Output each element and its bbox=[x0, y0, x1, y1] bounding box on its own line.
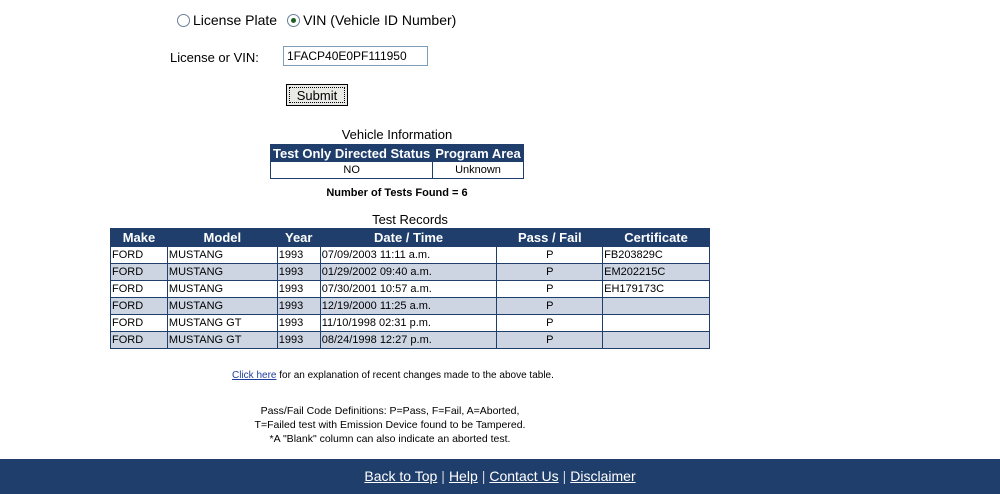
cell-make: FORD bbox=[111, 315, 168, 332]
cell-model: MUSTANG GT bbox=[167, 315, 277, 332]
footer-bar bbox=[0, 459, 1000, 494]
column-header-model: Model bbox=[167, 229, 277, 247]
footer-separator: | bbox=[441, 468, 445, 484]
radio-vin-label[interactable]: VIN (Vehicle ID Number) bbox=[303, 12, 457, 28]
vehicle-info-caption: Vehicle Information bbox=[341, 127, 453, 142]
cell-year: 1993 bbox=[277, 332, 320, 349]
cell-make: FORD bbox=[111, 298, 168, 315]
cell-pass-fail: P bbox=[497, 315, 603, 332]
test-records-caption: Test Records bbox=[372, 212, 448, 227]
definition-line: T=Failed test with Emission Device found to be Tampered. bbox=[254, 419, 526, 431]
footer-separator: | bbox=[481, 468, 486, 484]
cell-certificate: EM202215C bbox=[603, 264, 710, 281]
table-row bbox=[111, 298, 710, 315]
cell-date-time: 07/30/2001 10:57 a.m. bbox=[320, 281, 497, 298]
cell-year: 1993 bbox=[277, 298, 320, 315]
table-row bbox=[111, 247, 710, 264]
cell-certificate bbox=[603, 332, 710, 349]
cell-pass-fail: P bbox=[497, 281, 603, 298]
cell-certificate: EH179173C bbox=[603, 281, 710, 298]
cell-date-time: 01/29/2002 09:40 a.m. bbox=[320, 264, 497, 281]
changes-note-text: for an explanation of recent changes made to the above table. bbox=[276, 370, 554, 381]
cell-model: MUSTANG bbox=[167, 247, 277, 264]
cell-certificate bbox=[603, 315, 710, 332]
cell-date-time: 12/19/2000 11:25 a.m. bbox=[320, 298, 497, 315]
table-row bbox=[111, 264, 710, 281]
cell-certificate bbox=[603, 298, 710, 315]
cell-make: FORD bbox=[111, 247, 168, 264]
cell-model: MUSTANG GT bbox=[167, 332, 277, 349]
pass-fail-definitions bbox=[200, 404, 580, 446]
test-records-table bbox=[110, 228, 710, 349]
cell-date-time: 08/24/1998 12:27 p.m. bbox=[320, 332, 497, 349]
table-row bbox=[111, 315, 710, 332]
definition-line: Pass/Fail Code Definitions: P=Pass, F=Fail, A=Aborted, bbox=[260, 405, 520, 417]
footer-links bbox=[0, 468, 1000, 484]
radio-license-plate-label[interactable]: License Plate bbox=[193, 12, 278, 28]
column-header-certificate: Certificate bbox=[603, 229, 710, 247]
license-or-vin-label: License or VIN: bbox=[170, 50, 259, 65]
cell-year: 1993 bbox=[277, 264, 320, 281]
cell-make: FORD bbox=[111, 332, 168, 349]
cell-pass-fail: P bbox=[497, 332, 603, 349]
license-or-vin-input[interactable] bbox=[283, 46, 428, 66]
cell-date-time: 11/10/1998 02:31 p.m. bbox=[320, 315, 497, 332]
disclaimer-link[interactable]: Disclaimer bbox=[570, 468, 636, 484]
column-header-year: Year bbox=[277, 229, 320, 247]
tests-found-count: Number of Tests Found = 6 bbox=[326, 187, 468, 199]
table-row bbox=[111, 281, 710, 298]
cell-model: MUSTANG bbox=[167, 298, 277, 315]
cell-make: FORD bbox=[111, 281, 168, 298]
vehicle-info-header: Test Only Directed Status bbox=[271, 145, 433, 162]
cell-make: FORD bbox=[111, 264, 168, 281]
search-type-group bbox=[177, 12, 466, 28]
vehicle-info-header: Program Area bbox=[433, 145, 524, 162]
column-header-pass-fail: Pass / Fail bbox=[497, 229, 603, 247]
back-to-top-link[interactable]: Back to Top bbox=[364, 468, 438, 484]
contact-us-link[interactable]: Contact Us bbox=[489, 468, 559, 484]
radio-license-plate[interactable] bbox=[177, 14, 190, 27]
directed-status-value: NO bbox=[271, 162, 433, 179]
radio-vin[interactable] bbox=[287, 14, 300, 27]
cell-year: 1993 bbox=[277, 315, 320, 332]
table-row bbox=[111, 332, 710, 349]
help-link[interactable]: Help bbox=[448, 468, 478, 484]
cell-pass-fail: P bbox=[497, 247, 603, 264]
changes-note bbox=[232, 370, 554, 381]
program-area-value: Unknown bbox=[433, 162, 524, 179]
click-here-link[interactable]: Click here bbox=[232, 370, 277, 381]
cell-model: MUSTANG bbox=[167, 264, 277, 281]
vehicle-info-table bbox=[270, 144, 524, 179]
cell-year: 1993 bbox=[277, 247, 320, 264]
cell-model: MUSTANG bbox=[167, 281, 277, 298]
column-header-make: Make bbox=[111, 229, 168, 247]
cell-date-time: 07/09/2003 11:11 a.m. bbox=[320, 247, 497, 264]
cell-year: 1993 bbox=[277, 281, 320, 298]
submit-button[interactable]: Submit bbox=[286, 84, 348, 106]
definition-line: *A "Blank" column can also indicate an aborted test. bbox=[269, 433, 511, 445]
column-header-date-time: Date / Time bbox=[320, 229, 497, 247]
cell-pass-fail: P bbox=[497, 264, 603, 281]
cell-certificate: FB203829C bbox=[603, 247, 710, 264]
cell-pass-fail: P bbox=[497, 298, 603, 315]
footer-separator: | bbox=[562, 468, 567, 484]
